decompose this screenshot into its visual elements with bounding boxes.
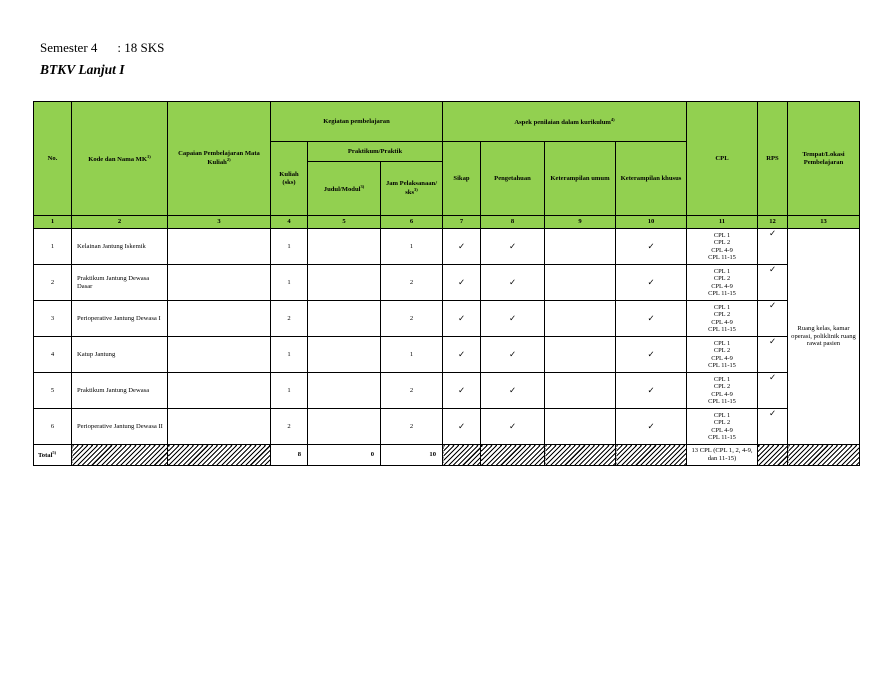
col-num: 3 <box>168 216 271 229</box>
col-num: 2 <box>72 216 168 229</box>
hatched-cell <box>72 445 168 466</box>
sikap-check: ✓ <box>443 409 481 445</box>
header-kode: Kode dan Nama MK$^{1)}$ <box>72 102 168 216</box>
rps-check: ✓ <box>758 337 788 373</box>
total-label: Total$^{5)}$ <box>34 445 72 466</box>
ket-umum-cell <box>545 265 616 301</box>
total-cpl: 13 CPL (CPL 1, 2, 4-9, dan 11-15) <box>687 445 758 466</box>
jam-cell: 1 <box>381 337 443 373</box>
pengetahuan-check: ✓ <box>481 229 545 265</box>
col-num: 9 <box>545 216 616 229</box>
hatched-cell <box>481 445 545 466</box>
sikap-check: ✓ <box>443 301 481 337</box>
ket-khusus-check: ✓ <box>616 301 687 337</box>
kuliah-cell: 1 <box>271 373 308 409</box>
jam-cell: 2 <box>381 409 443 445</box>
cpl-cell: CPL 1 CPL 2 CPL 4-9 CPL 11-15 <box>687 337 758 373</box>
sikap-check: ✓ <box>443 337 481 373</box>
header-tempat: Tempat/Lokasi Pembelajaran <box>788 102 860 216</box>
pengetahuan-check: ✓ <box>481 301 545 337</box>
hatched-cell <box>545 445 616 466</box>
location-cell: Ruang kelas, kamar operasi, poliklinik ruang rawat pasien <box>788 229 860 445</box>
col-num: 13 <box>788 216 860 229</box>
sikap-check: ✓ <box>443 265 481 301</box>
kuliah-cell: 1 <box>271 229 308 265</box>
total-judul: 0 <box>308 445 381 466</box>
total-kuliah: 8 <box>271 445 308 466</box>
ket-umum-cell <box>545 301 616 337</box>
col-num: 5 <box>308 216 381 229</box>
ket-khusus-check: ✓ <box>616 409 687 445</box>
ket-umum-cell <box>545 373 616 409</box>
judul-cell <box>308 409 381 445</box>
ket-khusus-check: ✓ <box>616 229 687 265</box>
header-keterampilan-umum: Keterampilan umum <box>545 142 616 216</box>
total-row <box>34 445 860 466</box>
table-row <box>34 229 860 265</box>
course-name: Kelainan Jantung Iskemik <box>72 229 168 265</box>
jam-cell: 2 <box>381 373 443 409</box>
rps-check: ✓ <box>758 373 788 409</box>
header-sikap: Sikap <box>443 142 481 216</box>
row-no: 4 <box>34 337 72 373</box>
ket-umum-cell <box>545 409 616 445</box>
capaian-cell <box>168 373 271 409</box>
header-kegiatan: Kegiatan pembelajaran <box>271 102 443 142</box>
header-cpl: CPL <box>687 102 758 216</box>
kuliah-cell: 2 <box>271 409 308 445</box>
rps-check: ✓ <box>758 301 788 337</box>
judul-cell <box>308 373 381 409</box>
jam-cell: 2 <box>381 265 443 301</box>
judul-cell <box>308 265 381 301</box>
header-row-1 <box>34 102 860 142</box>
curriculum-table <box>33 101 860 466</box>
jam-cell: 1 <box>381 229 443 265</box>
cpl-cell: CPL 1 CPL 2 CPL 4-9 CPL 11-15 <box>687 265 758 301</box>
capaian-cell <box>168 229 271 265</box>
sikap-check: ✓ <box>443 373 481 409</box>
row-no: 2 <box>34 265 72 301</box>
rps-check: ✓ <box>758 229 788 265</box>
course-name: Praktikum Jantung Dewasa <box>72 373 168 409</box>
semester-sks: : 18 SKS <box>117 40 165 55</box>
cpl-cell: CPL 1 CPL 2 CPL 4-9 CPL 11-15 <box>687 373 758 409</box>
ket-khusus-check: ✓ <box>616 373 687 409</box>
pengetahuan-check: ✓ <box>481 265 545 301</box>
hatched-cell <box>443 445 481 466</box>
course-name: Perioperative Jantung Dewasa II <box>72 409 168 445</box>
semester-line <box>40 40 164 56</box>
col-num: 1 <box>34 216 72 229</box>
header-capaian: Capaian Pembelajaran Mata Kuliah$^{2)}$ <box>168 102 271 216</box>
rps-check: ✓ <box>758 409 788 445</box>
row-no: 5 <box>34 373 72 409</box>
pengetahuan-check: ✓ <box>481 373 545 409</box>
header-keterampilan-khusus: Keterampilan khusus <box>616 142 687 216</box>
course-name: Perioperative Jantung Dewasa I <box>72 301 168 337</box>
table-row <box>34 337 860 373</box>
column-number-row <box>34 216 860 229</box>
pengetahuan-check: ✓ <box>481 337 545 373</box>
ket-khusus-check: ✓ <box>616 337 687 373</box>
capaian-cell <box>168 337 271 373</box>
hatched-cell <box>168 445 271 466</box>
header-no: No. <box>34 102 72 216</box>
capaian-cell <box>168 409 271 445</box>
header-judul: Judul/Modul$^{3)}$ <box>308 162 381 216</box>
ket-umum-cell <box>545 337 616 373</box>
semester-label: Semester 4 <box>40 40 98 55</box>
judul-cell <box>308 229 381 265</box>
col-num: 10 <box>616 216 687 229</box>
table-row <box>34 265 860 301</box>
header-pengetahuan: Pengetahuan <box>481 142 545 216</box>
table-row <box>34 373 860 409</box>
header-rps: RPS <box>758 102 788 216</box>
col-num: 8 <box>481 216 545 229</box>
row-no: 1 <box>34 229 72 265</box>
hatched-cell <box>788 445 860 466</box>
capaian-cell <box>168 265 271 301</box>
col-num: 6 <box>381 216 443 229</box>
pengetahuan-check: ✓ <box>481 409 545 445</box>
judul-cell <box>308 337 381 373</box>
cpl-cell: CPL 1 CPL 2 CPL 4-9 CPL 11-15 <box>687 301 758 337</box>
col-num: 4 <box>271 216 308 229</box>
jam-cell: 2 <box>381 301 443 337</box>
kuliah-cell: 1 <box>271 265 308 301</box>
sikap-check: ✓ <box>443 229 481 265</box>
row-no: 6 <box>34 409 72 445</box>
rps-check: ✓ <box>758 265 788 301</box>
col-num: 12 <box>758 216 788 229</box>
cpl-cell: CPL 1 CPL 2 CPL 4-9 CPL 11-15 <box>687 229 758 265</box>
cpl-cell: CPL 1 CPL 2 CPL 4-9 CPL 11-15 <box>687 409 758 445</box>
kuliah-cell: 2 <box>271 301 308 337</box>
kuliah-cell: 1 <box>271 337 308 373</box>
hatched-cell <box>616 445 687 466</box>
program-title: BTKV Lanjut I <box>40 62 125 77</box>
hatched-cell <box>758 445 788 466</box>
ket-khusus-check: ✓ <box>616 265 687 301</box>
table-row <box>34 301 860 337</box>
header-aspek: Aspek penilaian dalam kurikulum$^{4)}$ <box>443 102 687 142</box>
col-num: 11 <box>687 216 758 229</box>
ket-umum-cell <box>545 229 616 265</box>
course-name: Praktikum Jantung Dewasa Dasar <box>72 265 168 301</box>
course-name: Katup Jantung <box>72 337 168 373</box>
header-kuliah: Kuliah (sks) <box>271 142 308 216</box>
row-no: 3 <box>34 301 72 337</box>
capaian-cell <box>168 301 271 337</box>
col-num: 7 <box>443 216 481 229</box>
header-jam: Jam Pelaksanaan/ sks$^{3)}$ <box>381 162 443 216</box>
judul-cell <box>308 301 381 337</box>
total-jam: 10 <box>381 445 443 466</box>
header-praktikum: Praktikum/Praktik <box>308 142 443 162</box>
table-row <box>34 409 860 445</box>
